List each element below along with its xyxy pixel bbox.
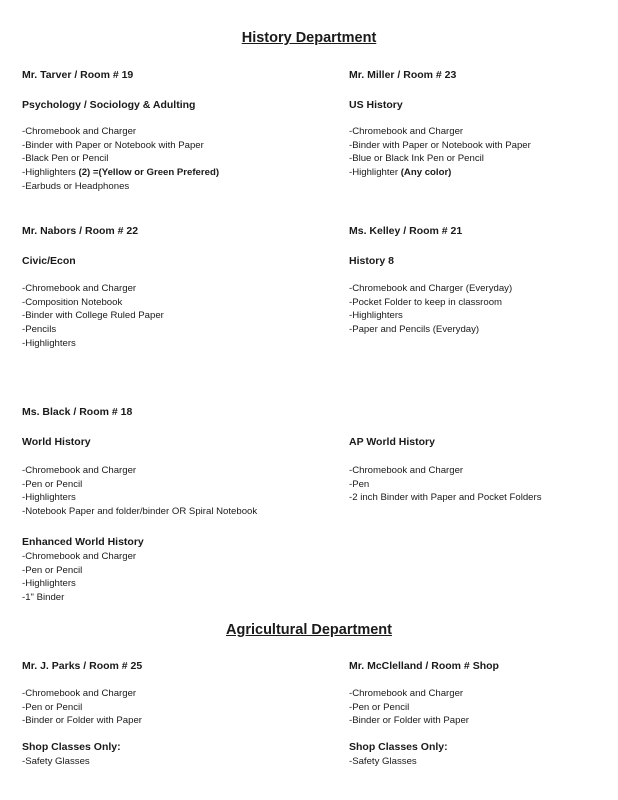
miller-teacher-heading: Mr. Miller / Room # 23 [349, 69, 457, 81]
list-item: -Highlighters [22, 578, 76, 590]
ap-supply-list [349, 464, 542, 505]
mcclelland-supply-list [349, 687, 469, 728]
tarver-supply-list [22, 125, 219, 194]
list-item [22, 166, 219, 180]
list-item: -Notebook Paper and folder/binder OR Spiral Notebook [22, 506, 258, 518]
tarver-teacher-heading: Mr. Tarver / Room # 19 [22, 69, 134, 81]
mcclelland-shop-list [349, 755, 417, 769]
list-item: -Black Pen or Pencil [22, 153, 109, 165]
list-item: -Chromebook and Charger [22, 283, 137, 294]
list-item: -Safety Glasses [349, 756, 417, 767]
list-item: -Chromebook and Charger [349, 688, 464, 699]
list-item: -Blue or Black Ink Pen or Pencil [349, 153, 484, 165]
list-item: -Binder or Folder with Paper [22, 715, 142, 727]
miller-course-heading: US History [349, 99, 403, 111]
list-item: -Chromebook and Charger [349, 126, 464, 137]
black-course-heading: World History [22, 436, 91, 448]
agricultural-department-title: Agricultural Department [226, 622, 392, 638]
list-item: -Pocket Folder to keep in classroom [349, 296, 503, 308]
list-item: -Binder with Paper or Notebook with Paper [349, 139, 531, 151]
parks-teacher-heading: Mr. J. Parks / Room # 25 [22, 660, 143, 672]
highlighters-note: (2) =(Yellow or Green Prefered) [78, 167, 220, 179]
list-item: -Paper and Pencils (Everyday) [349, 324, 480, 336]
enhanced-supply-list [22, 550, 136, 605]
list-item: -Binder or Folder with Paper [349, 715, 469, 727]
list-item: -Chromebook and Charger [22, 688, 137, 699]
nabors-course-heading: Civic/Econ [22, 255, 76, 267]
list-item [349, 166, 531, 180]
list-item: -Earbuds or Headphones [22, 180, 130, 192]
list-item: -Pen or Pencil [22, 478, 83, 490]
list-item: -Highlighters [349, 310, 403, 322]
list-item: -Chromebook and Charger (Everyday) [349, 283, 513, 294]
list-item: -Pen or Pencil [22, 701, 83, 713]
nabors-supply-list [22, 282, 164, 351]
list-item: -Pencils [22, 324, 57, 336]
list-item: -Safety Glasses [22, 756, 90, 767]
list-item: -Chromebook and Charger [22, 551, 137, 562]
list-item: -Chromebook and Charger [22, 126, 137, 137]
list-item: -Highlighters [22, 492, 76, 504]
parks-shop-heading: Shop Classes Only: [22, 741, 121, 753]
mcclelland-shop-heading: Shop Classes Only: [349, 741, 448, 753]
ap-world-history-heading: AP World History [349, 436, 435, 448]
kelley-supply-list [349, 282, 512, 337]
tarver-course-heading: Psychology / Sociology & Adulting [22, 99, 196, 111]
list-item: -Binder with Paper or Notebook with Paper [22, 139, 204, 151]
nabors-teacher-heading: Mr. Nabors / Room # 22 [22, 225, 139, 237]
parks-shop-list [22, 755, 90, 769]
highlighter-note: (Any color) [400, 167, 452, 179]
highlighters-label: -Highlighters [22, 167, 79, 179]
enhanced-world-history-heading: Enhanced World History [22, 536, 144, 548]
list-item: -1" Binder [22, 592, 65, 604]
mcclelland-teacher-heading: Mr. McClelland / Room # Shop [349, 660, 499, 672]
history-department-title: History Department [241, 30, 377, 46]
list-item: -Pen [349, 478, 370, 490]
list-item: -Composition Notebook [22, 296, 123, 308]
list-item: -Pen or Pencil [22, 564, 83, 576]
parks-supply-list [22, 687, 142, 728]
black-supply-list [22, 464, 257, 519]
list-item: -Chromebook and Charger [349, 465, 464, 476]
kelley-course-heading: History 8 [349, 255, 394, 267]
list-item: -Chromebook and Charger [22, 465, 137, 476]
highlighter-label: -Highlighter [349, 167, 401, 179]
list-item: -Highlighters [22, 337, 76, 349]
list-item: -Pen or Pencil [349, 701, 410, 713]
list-item: -Binder with College Ruled Paper [22, 310, 164, 322]
black-teacher-heading: Ms. Black / Room # 18 [22, 406, 133, 418]
kelley-teacher-heading: Ms. Kelley / Room # 21 [349, 225, 463, 237]
miller-supply-list [349, 125, 531, 180]
list-item: -2 inch Binder with Paper and Pocket Folders [349, 492, 542, 504]
